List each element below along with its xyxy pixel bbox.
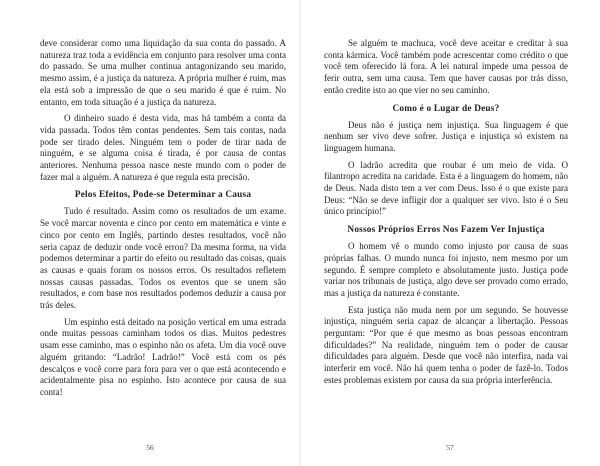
left-page-number: 56 bbox=[146, 443, 154, 452]
right-page-number: 57 bbox=[446, 443, 454, 452]
section-heading-errors: Nossos Próprios Erros Nos Fazem Ver Injustiça bbox=[347, 225, 545, 236]
left-paragraph-3: Tudo é resultado. Assim como os resultados de um exame. Se você marcar noventa e cinco por cento em matemática e vinte e cinco por cento em Inglês, partindo destes resultados, você não seria capaz de deduzir onde você errou? Da mesma forma, na vida podemos determinar a partir do efeito ou resultado das coisas, quais as causas e quais foram os nossos erros. Os resultados refletem nossas causas passadas. Todos os eventos que se unem são resultados, e com base nos resultados podemos deduzir a causa por trás deles. bbox=[40, 206, 286, 311]
right-paragraph-2: Deus não é justiça nem injustiça. Sua linguagem é que nenhum ser vivo deve sofrer. Justiça e injustiça só existem na linguagem humana. bbox=[324, 119, 568, 153]
right-paragraph-1: Se alguém te machuca, você deve aceitar e creditar à sua conta kármica. Você também pode acrescentar como crédito o que você tem oferecido lá fora. A lei natural impede uma pessoa de ferir outra, sem uma causa. Tem que haver causas por trás disso, então credite isto ao que vier no seu caminho. bbox=[324, 38, 568, 95]
right-paragraph-3: O ladrão acredita que roubar é um meio de vida. O filantropo acredita na caridade. Esta é a linguagem do homem, não de Deus. Nada disto tem a ver com Deus. Isso é o que existe para Deus: “Não se deve infligir dor a qualquer ser vivo. Isto é o Seu único princípio!” bbox=[324, 159, 568, 217]
left-paragraph-1: deve considerar como uma liquidação da sua conta do passado. A natureza traz toda a evidência em conjunto para resolver uma conta do passado. Se uma mulher continua antagonizando seu marido, mesmo assim, é a justiça da natureza. A própria mulher é ruim, mas ela está sob a impressão de que o seu marido é que é ruim. No entanto, em toda situação é a justiça da natureza. bbox=[40, 38, 286, 107]
right-paragraph-5: Esta justiça não muda nem por um segundo. Se houvesse injustiça, ninguém seria capaz de alcançar a libertação. Pessoas perguntam: “Por que é que mesmo as boas pessoas encontram dificuldades?” Na realidade, ninguém tem o poder de causar dificuldades para alguém. Desde que você não interfira, nada vai interferir em você. Não há quem tenha o poder de fazê-lo. Todos estes problemas existem por causa da sua própria interferência. bbox=[324, 304, 568, 385]
right-paragraph-4: O homem vê o mundo como injusto por causa de suas próprias falhas. O mundo nunca foi injusto, nem mesmo por um segundo. É sempre completo e absolutamente justo. Justiça pode variar nos tribunais de justiça, algo deve ser provado como errado, mas a justiça da natureza é constante. bbox=[324, 241, 568, 298]
section-heading-effects: Pelos Efeitos, Pode-se Determinar a Causa bbox=[74, 190, 252, 201]
right-page bbox=[300, 0, 600, 466]
left-paragraph-4: Um espinho está deitado na posição vertical em uma estrada onde muitas pessoas caminham todos os dias. Muitos pedestres usam esse caminho, mas o espinho não os afeta. Um dia você ouve alguém gritando: “Ladrão! Ladrão!” Você está com os pés descalços e você corre para fora para ver o que está acontecendo e acidentalmente pisa no espinho. Isto acontece por causa de sua conta! bbox=[40, 316, 286, 397]
section-heading-god: Como é o Lugar de Deus? bbox=[392, 103, 500, 114]
left-paragraph-2: O dinheiro suado é desta vida, mas há também a conta da vida passada. Todos têm contas pendentes. Sem tais contas, nada pode ser tirado deles. Ninguém tem o poder de tirar nada de ninguém, e se alguma coisa é tirada, é por causa de contas anteriores. Nenhuma pessoa nasce neste mundo com o poder de fazer mal a alguém. A natureza é que regula esta precisão. bbox=[40, 113, 286, 182]
